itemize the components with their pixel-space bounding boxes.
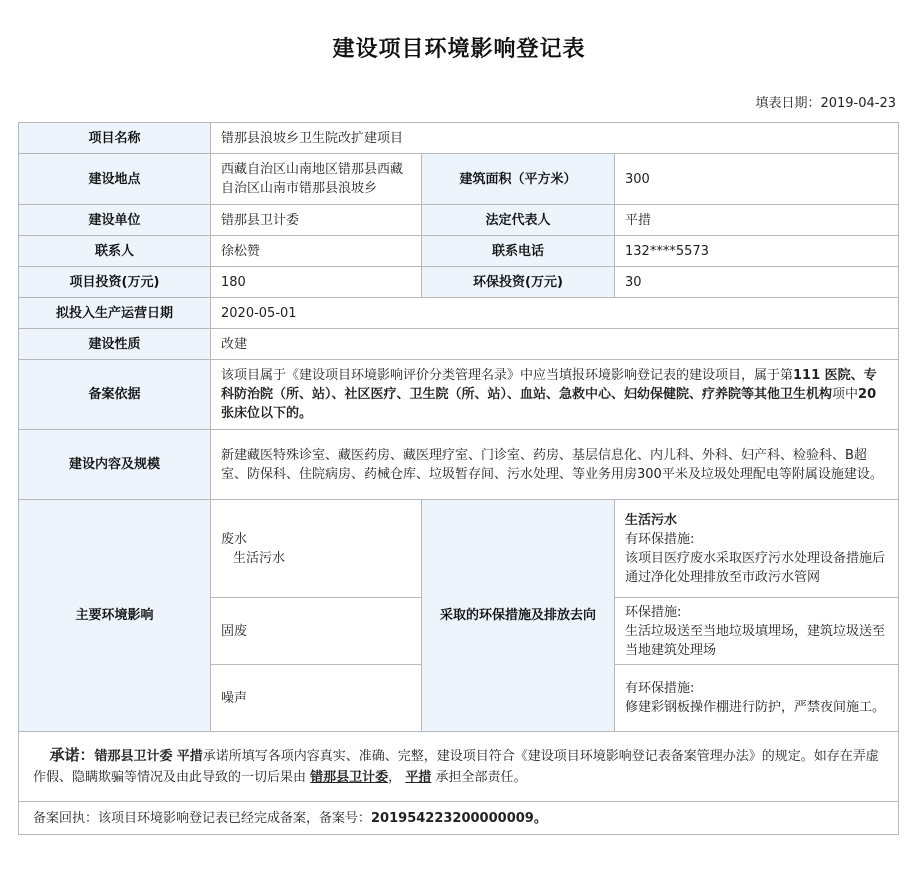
value-legal-rep: 平措 xyxy=(615,205,899,236)
value-builder: 错那县卫计委 xyxy=(211,205,422,236)
label-nature: 建设性质 xyxy=(19,329,211,360)
value-nature: 改建 xyxy=(211,329,899,360)
label-env-investment: 环保投资(万元) xyxy=(422,267,615,298)
basis-threshold: 20张床位以下的。 xyxy=(221,387,877,421)
receipt-number: 201954223200000009。 xyxy=(371,810,547,826)
fill-date: 填表日期：2019-04-23 xyxy=(755,96,896,111)
label-project-name: 项目名称 xyxy=(19,123,211,154)
value-location: 西藏自治区山南地区错那县西藏自治区山南市错那县浪坡乡 xyxy=(211,154,422,205)
value-phone: 132****5573 xyxy=(615,236,899,267)
registration-form xyxy=(18,122,899,835)
row-contact xyxy=(19,236,899,267)
value-building-area: 300 xyxy=(615,154,899,205)
commitment-text-end: 承担全部责任。 xyxy=(435,770,527,785)
value-start-date: 2020-05-01 xyxy=(211,298,899,329)
impact-category-label: 噪声 xyxy=(221,690,248,706)
measure-line: 有环保措施: xyxy=(625,531,695,547)
row-receipt xyxy=(19,802,899,835)
commitment-rep-underlined: 平措 xyxy=(405,770,432,785)
commitment-heading: 承诺： xyxy=(49,746,95,764)
basis-category: 111 医院、专科防治院（所、站）、社区医疗、卫生院（所、站）、血站、急救中心、妇幼保健院、疗养院等其他卫生机构 xyxy=(221,368,877,402)
row-basis xyxy=(19,360,899,430)
commitment-text: 承诺所填写各项内容真实、准确、完整，建设项目符合《建设项目环境影响登记表备案管理办法》的规定。如存在弄虚作假、隐瞒欺骗等情况及由此导致的一切后果由 xyxy=(33,749,879,785)
measure-line: 修建彩钢板操作棚进行防护，严禁夜间施工。 xyxy=(625,700,886,715)
commitment-unit: 错那县卫计委 xyxy=(94,749,173,764)
label-basis: 备案依据 xyxy=(19,360,211,430)
basis-text-2: 项中 xyxy=(832,387,859,402)
label-contact: 联系人 xyxy=(19,236,211,267)
value-investment: 180 xyxy=(211,267,422,298)
commitment xyxy=(19,732,899,802)
value-env-investment: 30 xyxy=(615,267,899,298)
value-contact: 徐松赞 xyxy=(211,236,422,267)
receipt-text: 备案回执：该项目环境影响登记表已经完成备案，备案号： xyxy=(33,810,372,826)
impact-category xyxy=(211,665,422,732)
impact-category xyxy=(211,500,422,598)
measure-line: 有环保措施: xyxy=(625,681,695,696)
receipt xyxy=(19,802,899,835)
measure-title: 生活污水 xyxy=(625,512,678,528)
label-builder: 建设单位 xyxy=(19,205,211,236)
measure-line: 该项目医疗废水采取医疗污水处理设备措施后通过净化处理排放至市政污水管网 xyxy=(625,550,886,585)
measure-cell xyxy=(615,500,899,598)
label-measures: 采取的环保措施及排放去向 xyxy=(422,500,615,732)
label-impact: 主要环境影响 xyxy=(19,500,211,732)
row-location xyxy=(19,154,899,205)
commitment-unit-underlined: 错那县卫计委 xyxy=(310,770,389,785)
impact-category-label: 固废 xyxy=(221,623,248,639)
value-basis xyxy=(211,360,899,430)
row-start-date xyxy=(19,298,899,329)
label-phone: 联系电话 xyxy=(422,236,615,267)
row-builder xyxy=(19,205,899,236)
label-start-date: 拟投入生产运营日期 xyxy=(19,298,211,329)
value-project-name: 错那县浪坡乡卫生院改扩建项目 xyxy=(211,123,899,154)
basis-text-1: 该项目属于《建设项目环境影响评价分类管理名录》中应当填报环境影响登记表的建设项目，属于第 xyxy=(221,368,794,383)
measure-cell xyxy=(615,598,899,665)
label-location: 建设地点 xyxy=(19,154,211,205)
commitment-separator: ， xyxy=(388,770,402,785)
row-project-name xyxy=(19,123,899,154)
row-content xyxy=(19,430,899,500)
label-legal-rep: 法定代表人 xyxy=(422,205,615,236)
value-content: 新建藏医特殊诊室、藏医药房、藏医理疗室、门诊室、药房、基层信息化、内儿科、外科、妇产科、检验科、B超室、防保科、住院病房、药械仓库、垃圾暂存间、污水处理、等业务用房300平米及垃圾处理配电等附属设施建设。 xyxy=(211,430,899,500)
measure-line: 生活垃圾送至当地垃圾填埋场，建筑垃圾送至当地建筑处理场 xyxy=(625,623,886,658)
impact-category-label: 废水 xyxy=(221,531,248,547)
row-nature xyxy=(19,329,899,360)
label-investment: 项目投资(万元) xyxy=(19,267,211,298)
page-title: 建设项目环境影响登记表 xyxy=(332,37,586,62)
commitment-rep: 平措 xyxy=(176,749,203,764)
row-commitment xyxy=(19,732,899,802)
measure-cell xyxy=(615,665,899,732)
impact-category xyxy=(211,598,422,665)
measure-line: 环保措施: xyxy=(625,604,682,620)
row-impact-wastewater xyxy=(19,500,899,598)
row-investment xyxy=(19,267,899,298)
label-building-area: 建筑面积（平方米） xyxy=(422,154,615,205)
impact-subcategory: 生活污水 xyxy=(233,550,286,566)
label-content: 建设内容及规模 xyxy=(19,430,211,500)
